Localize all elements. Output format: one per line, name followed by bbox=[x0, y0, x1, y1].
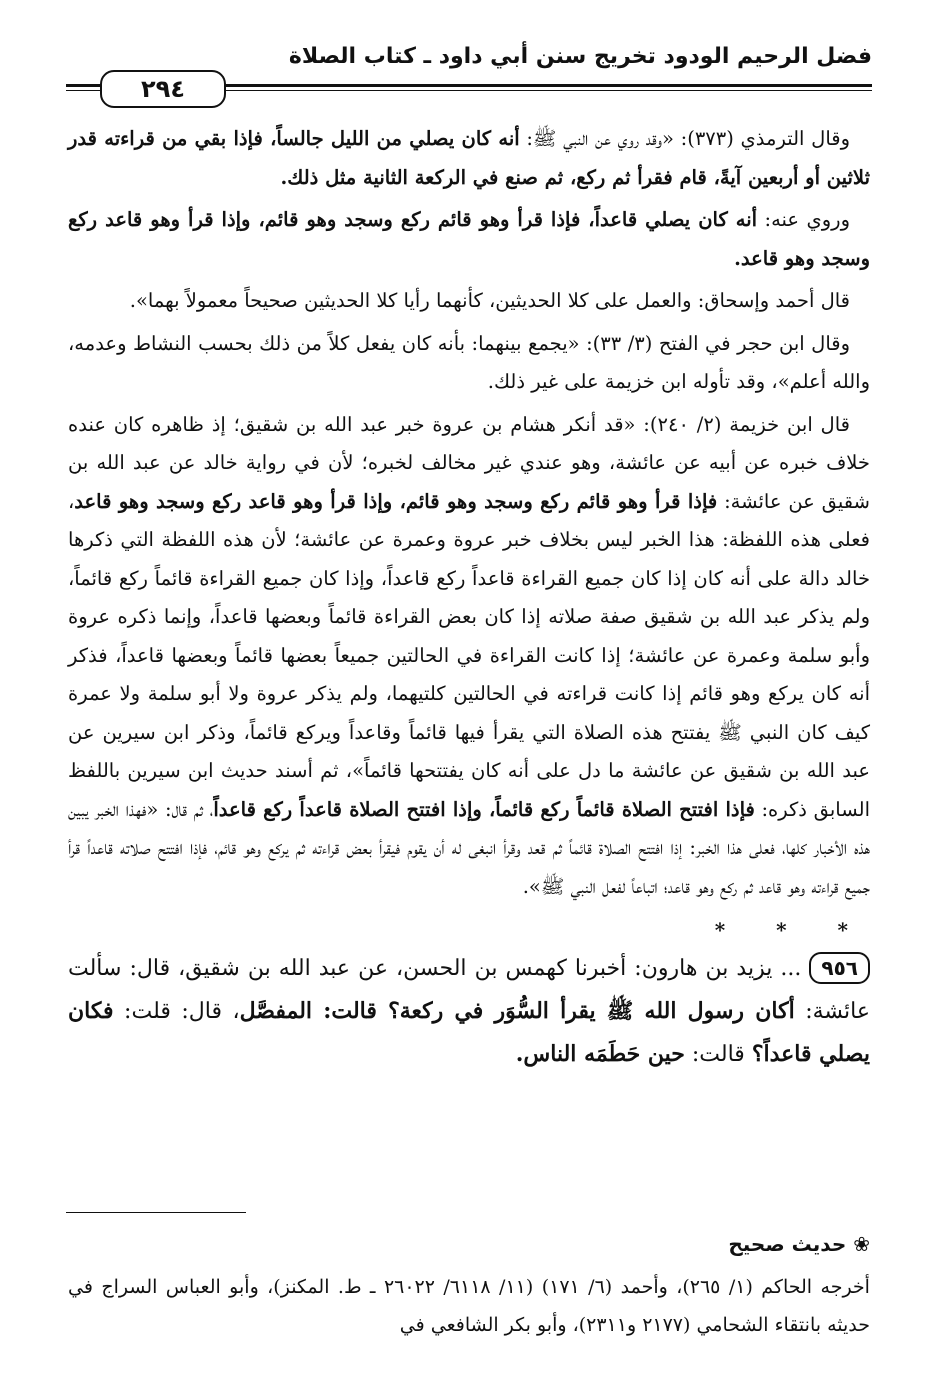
page-number: ٢٩٤ bbox=[100, 70, 226, 108]
text-segment: ، ثم قال: «فهذا الخبر يبين هذه الأخبار كلها، فعلى هذا الخبر: إذا افتتح الصلاة قائماً ثم قعد وقرأ انبغى له أن يقوم فيقرأ بعض قراءته ثم يركع وهو قائم، فإذا افتتح صلاته قاعداً قرأ جميع قراءته وهو قاعد ثم ركع وهو قاعد؛ اتباعاً لفعل النبي ﷺ». bbox=[68, 797, 870, 898]
footnote-rule bbox=[66, 1212, 246, 1213]
paragraph bbox=[68, 282, 870, 321]
running-header: فضل الرحيم الودود تخريج سنن أبي داود ـ كتاب الصلاة bbox=[288, 44, 872, 69]
paragraph bbox=[68, 325, 870, 402]
bold-text-segment: حين حَطَمَه الناس. bbox=[515, 1041, 685, 1067]
text-segment: ... يزيد بن هارون: أخبرنا كهمس بن الحسن، عن عبد الله بن شقيق، قال: سألت عائشة: bbox=[68, 956, 870, 1024]
text-segment: قال ابن خزيمة (٢/ ٢٤٠): «قد أنكر هشام بن عروة خبر عبد الله بن شقيق؛ إذ ظاهره كان عنده خلاف خبره عن أبيه عن عائشة، وهو عندي غير مخالف لخبره؛ لأن في رواية خالد عن عبد الله بن شقيق عن عائشة: bbox=[68, 412, 870, 513]
hadith-body bbox=[68, 956, 870, 1067]
bold-text-segment: أنه كان يصلي من الليل جالساً، فإذا بقي من قراءته قدر ثلاثين أو أربعين آيةً، قام فقرأ ثم ركع، ثم صنع في الركعة الثانية مثل ذلك. bbox=[68, 127, 870, 189]
paragraph bbox=[68, 201, 870, 278]
commentary-paragraphs bbox=[68, 120, 870, 906]
main-text bbox=[68, 120, 870, 1080]
text-segment: قالت: bbox=[684, 1042, 752, 1067]
footnote-text: أخرجه الحاكم (١/ ٢٦٥)، وأحمد (٦/ ١٧١) (١١/ ٦١١٨/ ٢٦٠٢٢ ـ ط. المكنز)، وأبو العباس السراج في حديثه بانتقاء الشحامي (٢١٧٧ و٢٣١١)، وأبو بكر الشافعي في bbox=[68, 1276, 870, 1336]
bold-text-segment: أكان رسول الله ﷺ يقرأ السُّوَر في ركعة؟ قالت: المفصَّل bbox=[239, 998, 795, 1024]
text-segment: وقال ابن حجر في الفتح (٣/ ٣٣): «يجمع بينهما: بأنه كان يفعل كلاً من ذلك بحسب النشاط وعدمه، والله أعلم»، وقد تأوله ابن خزيمة على غير ذلك. bbox=[68, 331, 870, 393]
paragraph bbox=[68, 120, 870, 197]
text-segment: وروي عنه: bbox=[757, 208, 850, 231]
text-segment: ، فعلى هذه اللفظة: هذا الخبر ليس بخلاف خبر عروة وعمرة عن عائشة؛ لأن هذه اللفظة التي ذكرها خالد دالة على أنه كان إذا كان جميع القراءة قاعداً ركع قاعداً، وإذا كان جميع القراءة قائماً ركع قائماً، ولم يذكر عبد الله بن شقيق صفة صلاته إذا كان بعض القراءة قائماً وبعضها قاعداً، وإنما ذكره عروة وأبو سلمة وعمرة عن عائشة؛ إذا كانت القراءة في الحالتين جميعاً بعضها قائماً وبعضها قاعداً، فذكر أنه كان يركع وهو قائم إذا كانت قراءته في الحالتين كلتيهما، ولم يذكر عروة ولا أبو سلمة ولا عمرة كيف كان النبي ﷺ يفتتح هذه الصلاة التي يقرأ فيها قائماً وقاعداً ويركع قائماً، وذكر ابن سيرين عن عبد الله بن شقيق عن عائشة ما دل على أنه كان يفتتحها قائماً»، ثم أسند حديث ابن سيرين باللفظ السابق ذكره: bbox=[68, 489, 870, 821]
bold-text-segment: فإذا قرأ وهو قائم ركع وسجد وهو قائم، وإذا قرأ وهو قاعد ركع وسجد وهو قاعد bbox=[74, 489, 718, 513]
section-separator: * * * bbox=[714, 918, 870, 942]
bold-text-segment: فكان يصلي قاعداً؟ bbox=[68, 998, 870, 1067]
hadith-text bbox=[68, 948, 870, 1076]
text-segment: ، قال: قلت: bbox=[113, 999, 240, 1024]
hadith-number: ٩٥٦ bbox=[809, 952, 870, 984]
bold-text-segment: فإذا افتتح الصلاة قائماً ركع قائماً، وإذا افتتح الصلاة قاعداً ركع قاعداً bbox=[213, 797, 755, 821]
bold-text-segment: أنه كان يصلي قاعداً، فإذا قرأ وهو قائم ركع وسجد وهو قائم، وإذا قرأ وهو قاعد ركع وسجد وهو قاعد. bbox=[68, 208, 870, 270]
text-segment: قال أحمد وإسحاق: والعمل على كلا الحديثين، كأنهما رأيا كلا الحديثين صحيحاً معمولاً بهما». bbox=[129, 289, 850, 312]
hadith-grade: ❀ حديث صحيح bbox=[728, 1232, 870, 1256]
paragraph bbox=[68, 406, 870, 907]
text-segment: وقال الترمذي (٣٧٣): «وقد روي عن النبي ﷺ: bbox=[519, 127, 850, 150]
